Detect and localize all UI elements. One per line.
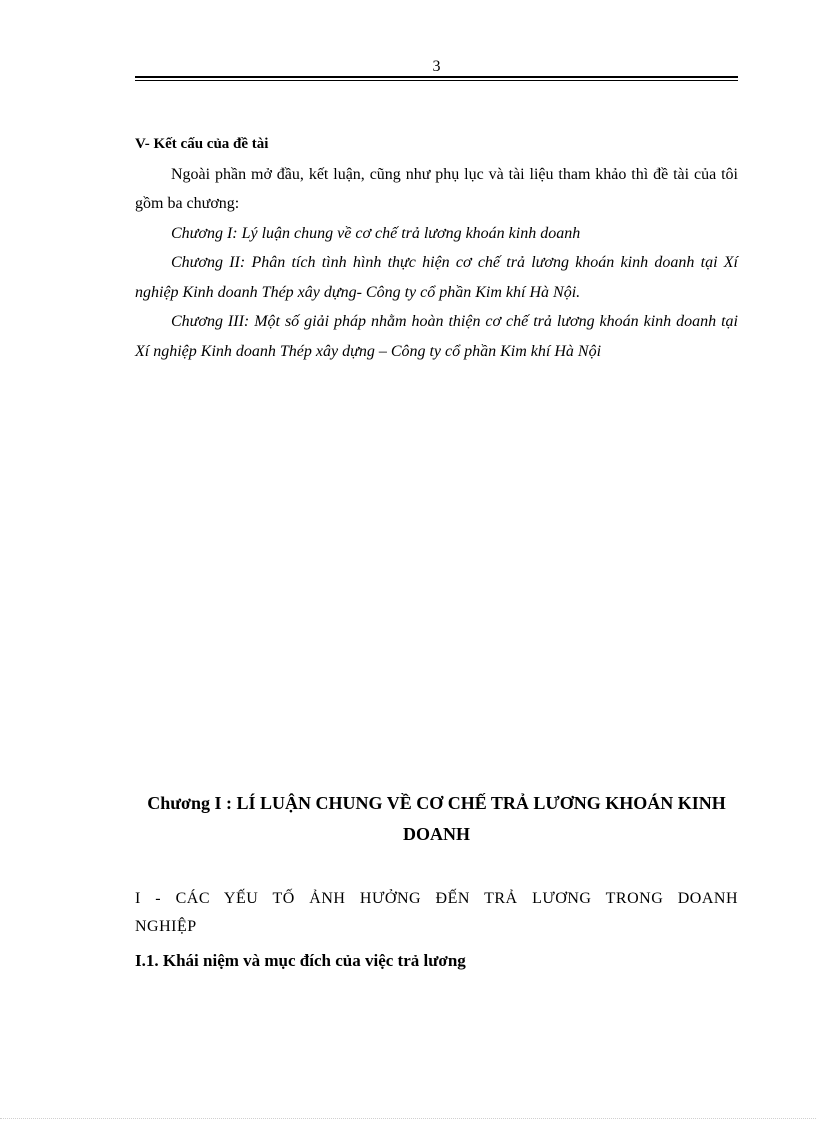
section-heading: V- Kết cấu của đề tài: [135, 136, 269, 152]
footer-rule: [0, 1118, 816, 1119]
document-body: [135, 130, 738, 366]
subsection-title: I - CÁC YẾU TỐ ẢNH HƯỞNG ĐẾN TRẢ LƯƠNG TRONG DOANH NGHIỆP: [135, 890, 738, 935]
intro-paragraph: Ngoài phần mở đầu, kết luận, cũng như phụ lục và tài liệu tham khảo thì đề tài của tôi gồm ba chương:: [135, 165, 738, 212]
sub-heading: I.1. Khái niệm và mục đích của việc trả lương: [135, 951, 466, 970]
header-rule: [135, 76, 738, 81]
chapter-item-1: Chương I: Lý luận chung về cơ chế trả lương khoán kinh doanh: [171, 224, 581, 242]
page-number: 3: [432, 58, 441, 75]
chapter-title: Chương I : LÍ LUẬN CHUNG VỀ CƠ CHẾ TRẢ LƯƠNG KHOÁN KINH DOANH: [147, 793, 726, 844]
chapter-item-2: Chương II: Phân tích tình hình thực hiện cơ chế trả lương khoán kinh doanh tại Xí nghiệp Kinh doanh Thép xây dựng- Công ty cổ phần Kim khí Hà Nội.: [135, 254, 738, 301]
chapter-item-3: Chương III: Một số giải pháp nhằm hoàn thiện cơ chế trả lương khoán kinh doanh tại Xí nghiệp Kinh doanh Thép xây dựng – Công ty cổ phần Kim khí Hà Nội: [135, 313, 738, 360]
